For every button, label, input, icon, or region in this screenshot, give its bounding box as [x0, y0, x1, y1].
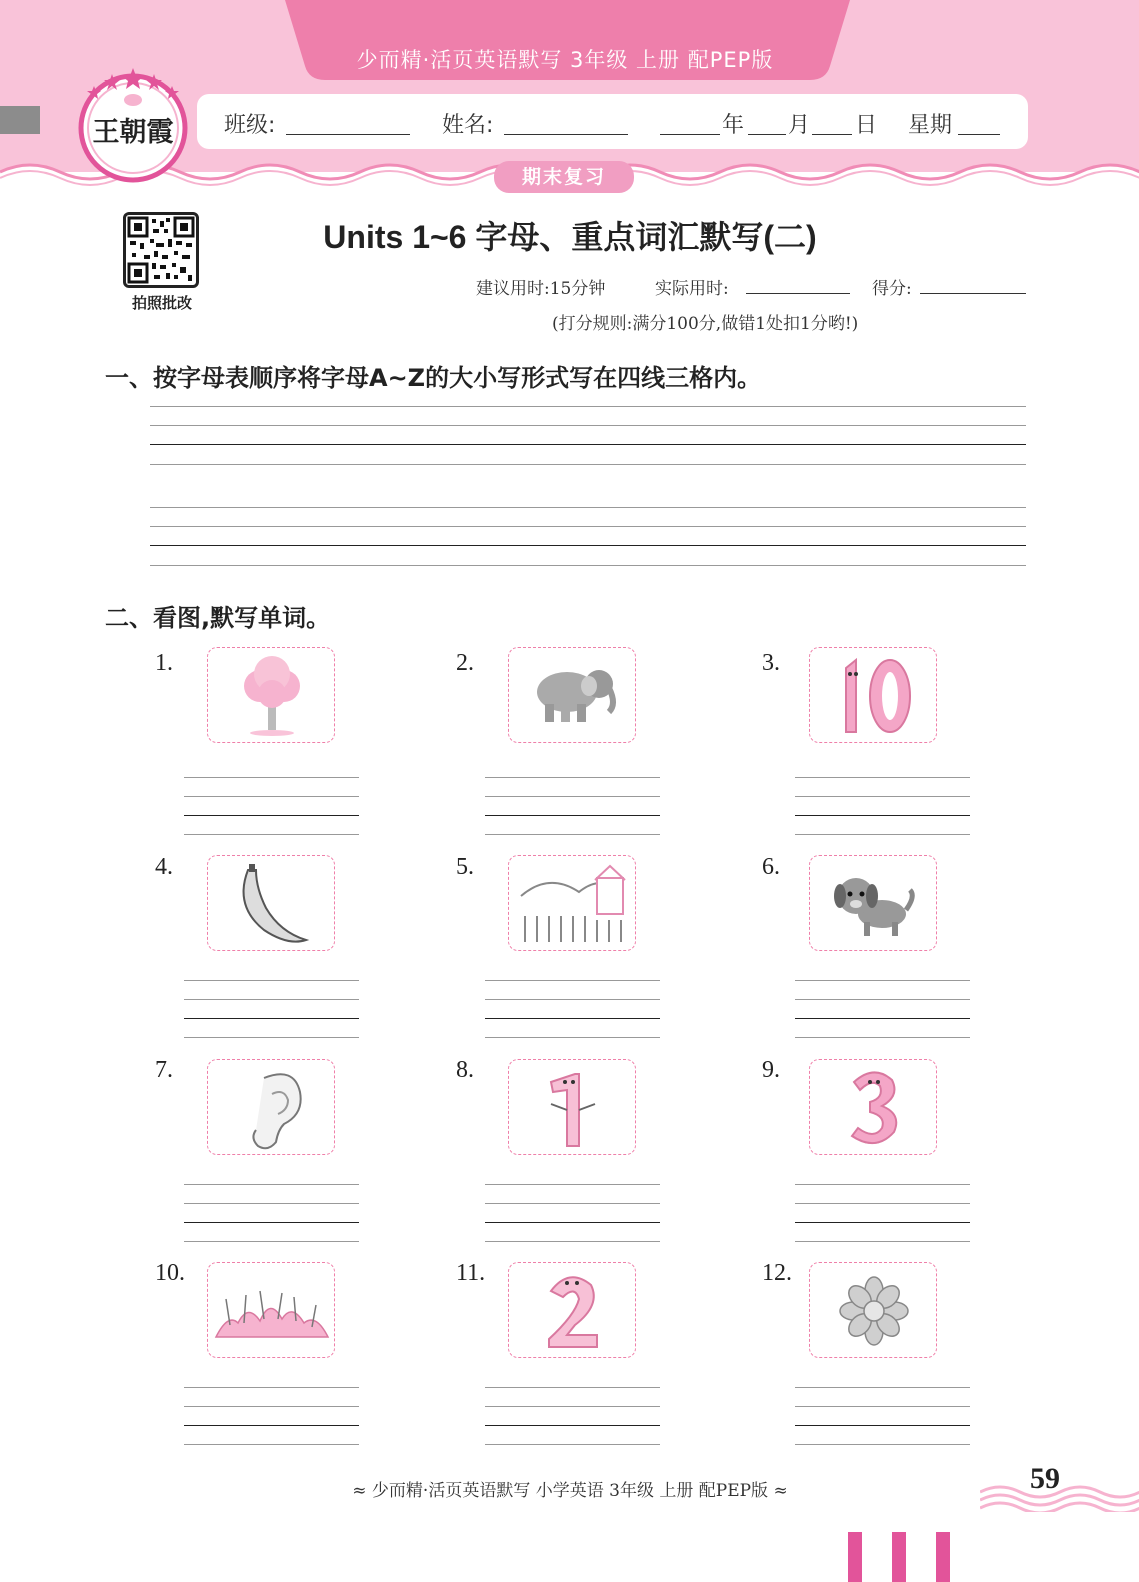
year-label: 年	[722, 113, 745, 138]
picture-box	[809, 647, 937, 743]
tree-icon	[208, 648, 336, 744]
scoring-rule: (打分规则:满分100分,做错1处扣1分哟!)	[552, 314, 859, 334]
name-label: 姓名:	[442, 113, 494, 138]
item-number: 9.	[762, 1057, 780, 1083]
number-two-icon	[509, 1263, 637, 1359]
month-label: 月	[788, 113, 811, 138]
actual-time-field[interactable]	[746, 293, 850, 294]
item-number: 1.	[155, 650, 173, 676]
number-one-icon	[509, 1060, 637, 1156]
picture-box	[207, 855, 335, 951]
score-label: 得分:	[872, 279, 912, 299]
ear-icon	[208, 1060, 336, 1156]
number-three-icon	[810, 1060, 938, 1156]
picture-box	[207, 1059, 335, 1155]
weekday-label: 星期	[908, 113, 953, 138]
score-field[interactable]	[920, 293, 1026, 294]
item-number: 11.	[456, 1260, 486, 1286]
item-number: 4.	[155, 854, 173, 880]
thumb-index-bar	[848, 1532, 862, 1582]
brand-logo-text: 王朝霞	[92, 117, 174, 148]
item-number: 6.	[762, 854, 780, 880]
elephant-icon	[509, 648, 637, 744]
picture-box	[207, 1262, 335, 1358]
series-title: 少而精·活页英语默写 3年级 上册 配PEP版	[356, 48, 774, 72]
picture-box	[508, 647, 636, 743]
student-info-bar	[197, 94, 1028, 149]
item-number: 2.	[456, 650, 474, 676]
picture-box	[809, 855, 937, 951]
month-field[interactable]	[748, 134, 786, 135]
page-number: 59	[1030, 1462, 1060, 1495]
thumb-index-bar	[892, 1532, 906, 1582]
picture-box	[508, 1262, 636, 1358]
year-field[interactable]	[660, 134, 720, 135]
day-label: 日	[855, 113, 878, 138]
page-title: Units 1~6 字母、重点词汇默写(二)	[323, 219, 817, 255]
name-field[interactable]	[504, 134, 628, 135]
picture-box	[207, 647, 335, 743]
item-number: 3.	[762, 650, 780, 676]
grass-icon	[208, 1263, 336, 1359]
suggested-time: 建议用时:15分钟	[476, 279, 606, 299]
thumb-index-bar	[936, 1532, 950, 1582]
footer-text: ≈ 少而精·活页英语默写 小学英语 3年级 上册 配PEP版 ≈	[352, 1481, 788, 1501]
weekday-field[interactable]	[958, 134, 1000, 135]
item-number: 7.	[155, 1057, 173, 1083]
review-badge: 期末复习	[494, 161, 634, 193]
picture-box	[508, 1059, 636, 1155]
dog-icon	[810, 856, 938, 952]
item-number: 5.	[456, 854, 474, 880]
class-field[interactable]	[286, 134, 410, 135]
farm-icon	[509, 856, 637, 952]
number-ten-icon	[810, 648, 938, 744]
item-number: 12.	[762, 1260, 792, 1286]
picture-box	[809, 1262, 937, 1358]
item-number: 8.	[456, 1057, 474, 1083]
section1-title: 一、按字母表顺序将字母A~Z的大小写形式写在四线三格内。	[105, 364, 762, 392]
banana-icon	[208, 856, 336, 952]
actual-time-label: 实际用时:	[655, 279, 729, 299]
flower-icon	[810, 1263, 938, 1359]
item-number: 10.	[155, 1260, 185, 1286]
qr-code-icon[interactable]	[123, 212, 199, 288]
picture-box	[508, 855, 636, 951]
qr-caption: 拍照批改	[131, 294, 192, 312]
picture-box	[809, 1059, 937, 1155]
day-field[interactable]	[812, 134, 852, 135]
section2-title: 二、看图,默写单词。	[105, 604, 331, 632]
class-label: 班级:	[224, 113, 276, 138]
side-tab	[0, 106, 40, 134]
